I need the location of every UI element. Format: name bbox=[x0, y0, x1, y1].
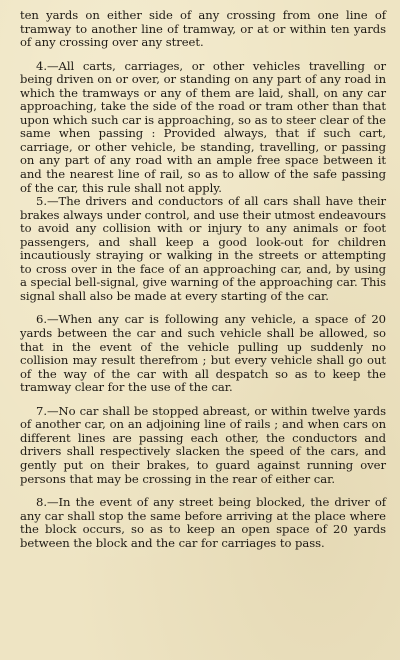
rule-5-paragraph: 5.—The drivers and conductors of all cars shall have their brakes always under control, and use their utmost endeavours to avoid any collision with or injury to any animals or foot passengers, and shall keep a good look-out for children incautiously straying or walking in the streets or attempting to cross over in the face of an approaching car, and, by using a special bell-signal, give warning of the approaching car. This signal shall also be made at every starting of the car. bbox=[20, 194, 386, 303]
paragraph-continuation: ten yards on either side of any crossing from one line of tramway to another line of tramway, or at or within ten yards of any crossing over any street. bbox=[20, 8, 386, 50]
rule-8-paragraph: 8.—In the event of any street being blocked, the driver of any car shall stop the same before arriving at the place where the block occurs, so as to keep an open space of 20 yards between the block and the car for carriages to pass. bbox=[20, 495, 386, 550]
rule-7-paragraph: 7.—No car shall be stopped abreast, or within twelve yards of another car, on an adjoining line of rails ; and when cars on different lines are passing each other, the conductors and drivers shall respectively slacken the speed of the cars, and gently put on their brakes, to guard against running over persons that may be crossing in the rear of either car. bbox=[20, 403, 386, 486]
rule-6-paragraph: 6.—When any car is following any vehicle, a space of 20 yards between the car and such vehicle shall be allowed, so that in the event of the vehicle pulling up suddenly no collision may result therefrom ; but every vehicle shall go out of the way of the car with all despatch so as to keep the tramway clear for the use of the car. bbox=[20, 312, 386, 395]
rule-4-paragraph: 4.—All carts, carriages, or other vehicles travelling or being driven on or over, or standing on any part of any road in which the tramways or any of them are laid, shall, on any car approaching, take the side of the road or tram other than that upon which such car is approaching, so as to steer clear of the same when passing : Provided always, that if such cart, carriage, or other vehicle, be standing, travelling, or passing on any part of any road with an ample free space between it and the nearest line of rail, so as to allow of the safe passing of the car, this rule shall not apply. bbox=[20, 58, 386, 195]
